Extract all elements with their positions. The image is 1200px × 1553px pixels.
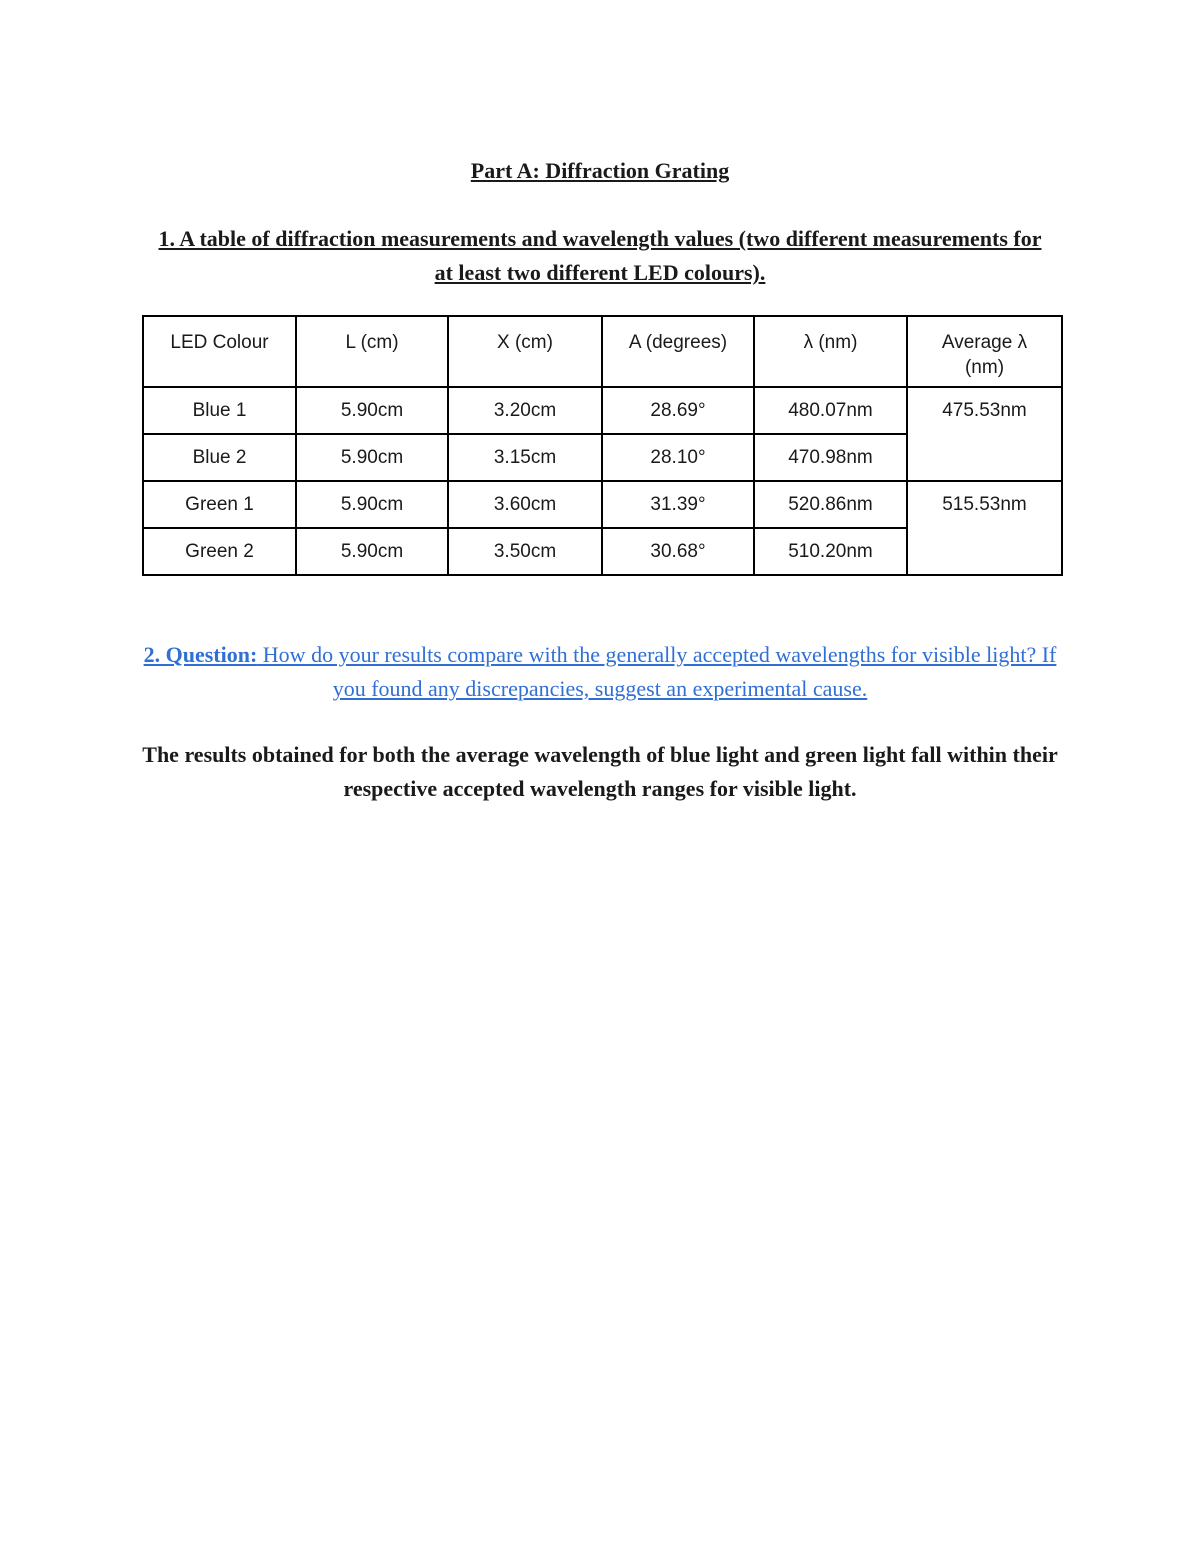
question-2 [140,638,1060,706]
cell-l: 5.90cm [296,387,448,434]
cell-a: 30.68° [602,528,754,575]
cell-lambda: 510.20nm [754,528,907,575]
cell-x: 3.50cm [448,528,602,575]
cell-colour: Blue 1 [143,387,296,434]
diffraction-table [142,315,1063,576]
header-lambda: λ (nm) [754,316,907,387]
answer-paragraph: The results obtained for both the average wavelength of blue light and green light fall within their respective accepted wavelength ranges for visible light. [142,742,1058,801]
cell-colour: Green 2 [143,528,296,575]
table-header-row [143,316,1062,387]
cell-colour: Blue 2 [143,434,296,481]
cell-colour: Green 1 [143,481,296,528]
header-x: X (cm) [448,316,602,387]
question-label: 2. Question: [143,642,258,667]
cell-lambda: 480.07nm [754,387,907,434]
cell-average-green: 515.53nm [907,481,1062,575]
cell-a: 31.39° [602,481,754,528]
cell-lambda: 470.98nm [754,434,907,481]
cell-l: 5.90cm [296,528,448,575]
header-average-lambda: Average λ (nm) [907,316,1062,387]
cell-l: 5.90cm [296,434,448,481]
header-a: A (degrees) [602,316,754,387]
cell-x: 3.60cm [448,481,602,528]
cell-lambda: 520.86nm [754,481,907,528]
cell-x: 3.20cm [448,387,602,434]
header-led-colour: LED Colour [143,316,296,387]
section-1-heading: 1. A table of diffraction measurements and wavelength values (two different measurements for at least two different LED colours). [158,226,1042,285]
question-text: How do your results compare with the generally accepted wavelengths for visible light? If you found any discrepancies, suggest an experimental cause. [257,642,1057,701]
cell-a: 28.10° [602,434,754,481]
cell-average-blue: 475.53nm [907,387,1062,481]
table-row [143,481,1062,528]
cell-a: 28.69° [602,387,754,434]
cell-x: 3.15cm [448,434,602,481]
cell-l: 5.90cm [296,481,448,528]
header-l: L (cm) [296,316,448,387]
page-title: Part A: Diffraction Grating [470,158,730,183]
table-row [143,387,1062,434]
